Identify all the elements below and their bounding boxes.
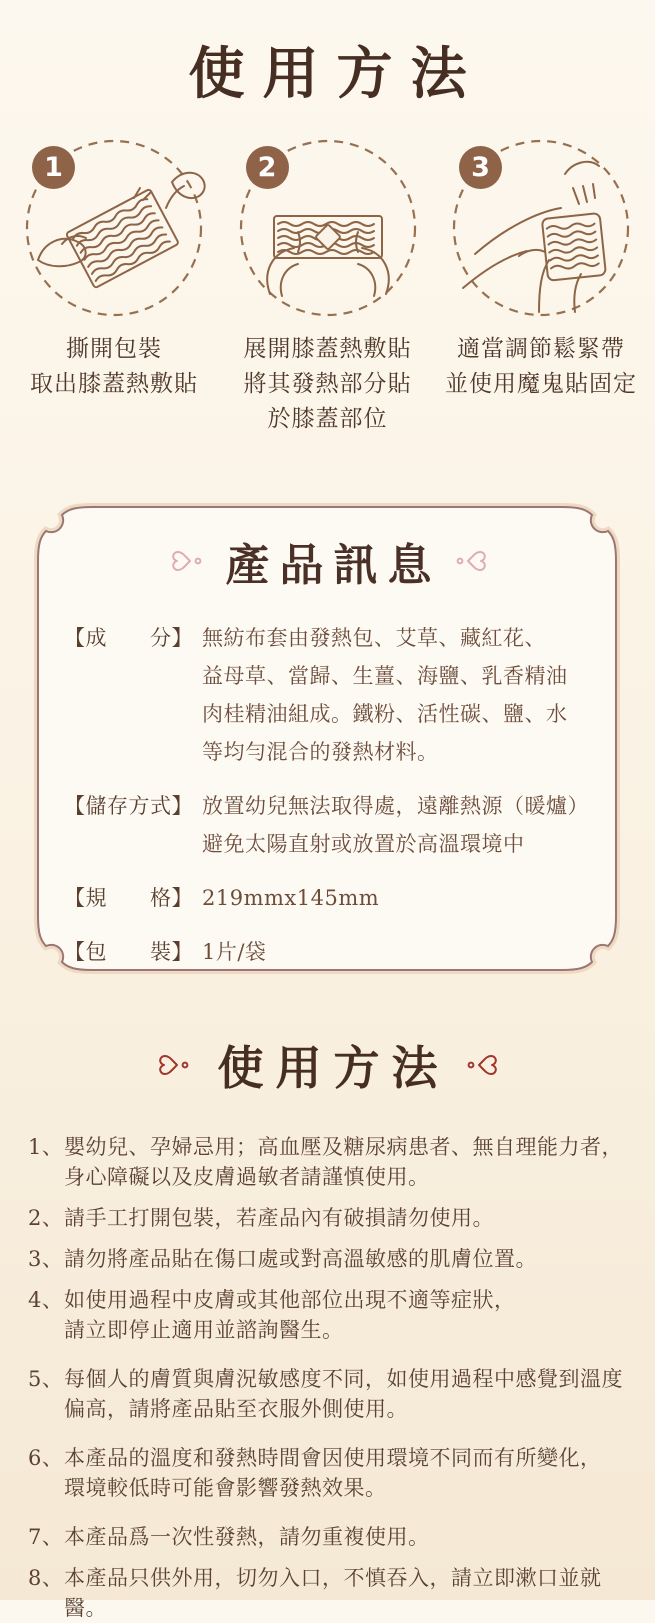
heart-flourish-left-icon bbox=[170, 551, 204, 571]
item-number: 2、 bbox=[28, 1206, 64, 1230]
step-1 bbox=[8, 136, 220, 437]
step-caption: 撕開包裝 取出膝蓋熱敷貼 bbox=[30, 336, 198, 397]
item-text: 本產品只供外用，切勿入口，不慎吞入，請立即漱口並就醫。 bbox=[64, 1566, 602, 1620]
item-number: 8、 bbox=[28, 1566, 64, 1590]
info-label: 【儲存方式】 bbox=[64, 794, 193, 818]
item-text: 本產品爲一次性發熱，請勿重複使用。 bbox=[64, 1525, 430, 1549]
page-title: 使用方法 bbox=[188, 41, 485, 107]
usage-item-8 bbox=[28, 1563, 639, 1623]
usage-item-1 bbox=[28, 1132, 639, 1192]
info-label: 【包 裝】 bbox=[64, 940, 193, 964]
info-value: 1片/袋 bbox=[202, 940, 267, 964]
step-1-figure bbox=[22, 136, 206, 320]
usage-item-7 bbox=[28, 1522, 639, 1552]
item-text: 每個人的膚質與膚況敏感度不同，如使用過程中感覺到溫度 偏高，請將產品貼至衣服外側使用。 bbox=[64, 1367, 623, 1421]
item-text: 如使用過程中皮膚或其他部位出現不適等症狀， 請立即停止適用並諮詢醫生。 bbox=[64, 1288, 516, 1342]
info-row-packaging bbox=[64, 933, 593, 971]
steps-row bbox=[0, 136, 655, 437]
heart-flourish-right-icon bbox=[454, 551, 488, 571]
info-label: 【成 分】 bbox=[64, 626, 193, 650]
step-3-figure bbox=[449, 136, 633, 320]
item-text: 請手工打開包裝，若產品內有破損請勿使用。 bbox=[64, 1206, 494, 1230]
info-row-ingredients bbox=[64, 619, 593, 771]
step-number-badge: 2 bbox=[246, 146, 289, 189]
item-text: 請勿將產品貼在傷口處或對高溫敏感的肌膚位置。 bbox=[64, 1247, 537, 1271]
step-number-badge: 3 bbox=[459, 146, 502, 189]
usage-list bbox=[28, 1132, 639, 1623]
item-number: 7、 bbox=[28, 1525, 64, 1549]
info-row-spec bbox=[64, 879, 593, 917]
info-value: 219mmx145mm bbox=[202, 886, 380, 910]
usage-title-row bbox=[0, 1032, 655, 1098]
product-info-title: 產品訊息 bbox=[225, 540, 442, 591]
item-number: 5、 bbox=[28, 1367, 64, 1391]
step-caption: 展開膝蓋熱敷貼 將其發熱部分貼 於膝蓋部位 bbox=[243, 336, 412, 432]
step-2 bbox=[222, 136, 434, 437]
step-number-badge: 1 bbox=[32, 146, 75, 189]
usage-item-5 bbox=[28, 1364, 639, 1424]
info-value: 放置幼兒無法取得處，遠離熱源（暖爐） 避免太陽直射或放置於高溫環境中 bbox=[202, 794, 589, 856]
item-number: 1、 bbox=[28, 1135, 64, 1159]
usage-item-2 bbox=[28, 1203, 639, 1233]
step-2-figure bbox=[236, 136, 420, 320]
info-label: 【規 格】 bbox=[64, 886, 193, 910]
card-title-row bbox=[64, 529, 593, 593]
step-caption: 適當調節鬆緊帶 並使用魔鬼貼固定 bbox=[445, 336, 637, 397]
item-number: 4、 bbox=[28, 1288, 64, 1312]
step-3 bbox=[435, 136, 647, 437]
heart-flourish-right-icon bbox=[465, 1055, 499, 1075]
item-text: 本產品的溫度和發熱時間會因使用環境不同而有所變化， 環境較低時可能會影響發熱效果。 bbox=[64, 1446, 602, 1500]
card-content bbox=[32, 501, 623, 971]
usage-title: 使用方法 bbox=[217, 1041, 450, 1095]
info-row-storage bbox=[64, 787, 593, 863]
product-info-card bbox=[32, 501, 623, 978]
info-value: 無紡布套由發熱包、艾草、藏紅花、 益母草、當歸、生薑、海鹽、乳香精油 肉桂精油組成。鐵粉、活性碳、鹽、水 等均勻混合的發熱材料。 bbox=[202, 626, 568, 764]
usage-item-4 bbox=[28, 1285, 639, 1345]
usage-item-3 bbox=[28, 1244, 639, 1274]
item-number: 6、 bbox=[28, 1446, 64, 1470]
usage-item-6 bbox=[28, 1443, 639, 1503]
item-number: 3、 bbox=[28, 1247, 64, 1271]
heart-flourish-left-icon bbox=[157, 1055, 191, 1075]
item-text: 嬰幼兒、孕婦忌用；高血壓及糖尿病患者、無自理能力者， 身心障礙以及皮膚過敏者請謹慎使用。 bbox=[64, 1135, 623, 1189]
